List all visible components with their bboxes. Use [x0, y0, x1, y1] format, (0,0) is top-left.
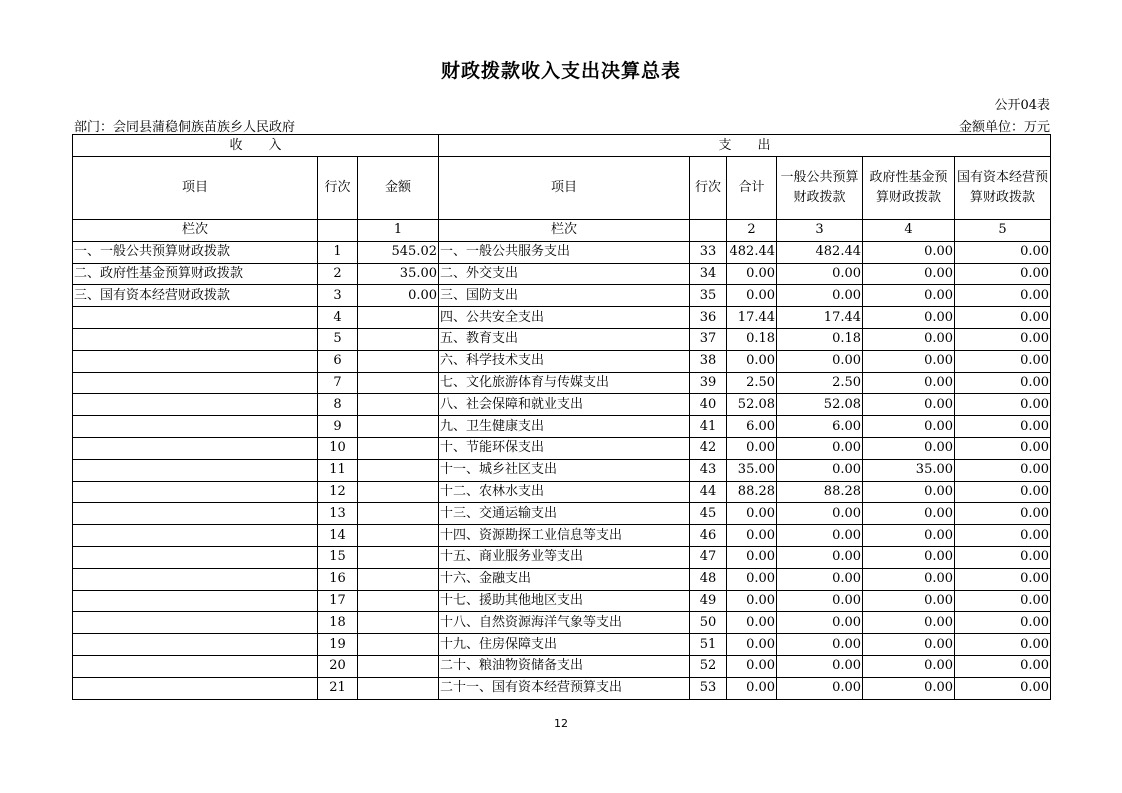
state-capital-cell: 0.00 — [955, 263, 1051, 285]
expense-row-number-cell: 44 — [690, 481, 727, 503]
expense-item-cell: 十二、农林水支出 — [439, 481, 690, 503]
expense-row-number-cell: 37 — [690, 328, 727, 350]
table-row — [73, 655, 1051, 677]
expense-item-cell: 二十、粮油物资储备支出 — [439, 655, 690, 677]
expense-row-number-cell: 43 — [690, 459, 727, 481]
expense-row-number-cell: 51 — [690, 634, 727, 656]
expense-section-header: 支 出 — [439, 135, 1051, 157]
income-amount-cell: 0.00 — [358, 285, 439, 307]
income-amount-cell — [358, 481, 439, 503]
gov-fund-cell: 0.00 — [863, 241, 955, 263]
expense-item-cell: 十一、城乡社区支出 — [439, 459, 690, 481]
column-index-cell: 5 — [955, 220, 1051, 242]
general-budget-cell: 0.00 — [777, 350, 863, 372]
income-row-number-cell: 2 — [318, 263, 358, 285]
income-amount-header: 金额 — [358, 157, 439, 220]
expense-row-header: 行次 — [690, 157, 727, 220]
expense-row-number-cell: 49 — [690, 590, 727, 612]
expense-total-cell: 0.00 — [727, 590, 777, 612]
income-row-number-cell: 7 — [318, 372, 358, 394]
expense-item-cell: 一、一般公共服务支出 — [439, 241, 690, 263]
income-item-cell: 三、国有资本经营财政拨款 — [73, 285, 318, 307]
general-budget-cell: 52.08 — [777, 394, 863, 416]
expense-total-cell: 0.00 — [727, 655, 777, 677]
general-budget-cell: 88.28 — [777, 481, 863, 503]
table-row — [73, 568, 1051, 590]
state-capital-cell: 0.00 — [955, 328, 1051, 350]
state-capital-cell: 0.00 — [955, 372, 1051, 394]
income-item-cell: 一、一般公共预算财政拨款 — [73, 241, 318, 263]
general-budget-cell: 0.00 — [777, 590, 863, 612]
income-row-number-cell: 13 — [318, 503, 358, 525]
form-number: 公开04表 — [994, 98, 1050, 113]
state-capital-cell: 0.00 — [955, 612, 1051, 634]
expense-total-cell: 17.44 — [727, 307, 777, 329]
gov-fund-cell: 0.00 — [863, 285, 955, 307]
table-row — [73, 285, 1051, 307]
income-amount-cell — [358, 503, 439, 525]
expense-item-cell: 十三、交通运输支出 — [439, 503, 690, 525]
expense-total-cell: 6.00 — [727, 416, 777, 438]
amount-unit-label: 金额单位：万元 — [958, 120, 1050, 135]
expense-total-cell: 482.44 — [727, 241, 777, 263]
income-row-number-cell: 21 — [318, 677, 358, 699]
expense-total-cell: 0.00 — [727, 437, 777, 459]
general-budget-cell: 6.00 — [777, 416, 863, 438]
income-amount-cell — [358, 677, 439, 699]
general-budget-cell: 0.00 — [777, 546, 863, 568]
income-row-number-cell: 12 — [318, 481, 358, 503]
income-item-cell — [73, 677, 318, 699]
income-amount-cell — [358, 525, 439, 547]
table-row — [73, 481, 1051, 503]
expense-total-cell: 0.00 — [727, 677, 777, 699]
expense-item-cell: 十四、资源勘探工业信息等支出 — [439, 525, 690, 547]
gov-fund-cell: 0.00 — [863, 394, 955, 416]
expense-row-number-cell: 39 — [690, 372, 727, 394]
column-index-cell: 2 — [727, 220, 777, 242]
expense-row-number-cell: 48 — [690, 568, 727, 590]
state-capital-cell: 0.00 — [955, 634, 1051, 656]
general-budget-cell: 0.00 — [777, 525, 863, 547]
expense-total-cell: 0.00 — [727, 546, 777, 568]
expense-item-header: 项目 — [439, 157, 690, 220]
table-row — [73, 307, 1051, 329]
income-amount-cell: 35.00 — [358, 263, 439, 285]
general-budget-cell: 0.00 — [777, 634, 863, 656]
expense-item-cell: 十七、援助其他地区支出 — [439, 590, 690, 612]
expense-total-cell: 0.00 — [727, 525, 777, 547]
expense-item-cell: 二、外交支出 — [439, 263, 690, 285]
income-amount-cell — [358, 612, 439, 634]
income-section-header: 收 入 — [73, 135, 439, 157]
expense-item-cell: 十八、自然资源海洋气象等支出 — [439, 612, 690, 634]
general-budget-cell: 0.00 — [777, 459, 863, 481]
income-item-cell — [73, 503, 318, 525]
expense-item-cell: 十九、住房保障支出 — [439, 634, 690, 656]
state-capital-cell: 0.00 — [955, 350, 1051, 372]
expense-item-cell: 十、节能环保支出 — [439, 437, 690, 459]
income-row-number-cell: 1 — [318, 241, 358, 263]
state-capital-cell: 0.00 — [955, 546, 1051, 568]
state-capital-cell: 0.00 — [955, 307, 1051, 329]
column-index-cell: 1 — [358, 220, 439, 242]
state-capital-cell: 0.00 — [955, 655, 1051, 677]
expense-item-cell: 二十一、国有资本经营预算支出 — [439, 677, 690, 699]
income-row-number-cell: 5 — [318, 328, 358, 350]
income-item-cell — [73, 525, 318, 547]
expense-row-number-cell: 35 — [690, 285, 727, 307]
expense-total-cell: 0.00 — [727, 263, 777, 285]
gov-fund-cell: 0.00 — [863, 437, 955, 459]
column-index-label: 栏次 — [73, 220, 318, 242]
income-item-cell — [73, 459, 318, 481]
expense-total-cell: 0.00 — [727, 568, 777, 590]
income-item-cell: 二、政府性基金预算财政拨款 — [73, 263, 318, 285]
income-amount-cell — [358, 416, 439, 438]
expense-row-number-cell: 40 — [690, 394, 727, 416]
expense-item-cell: 七、文化旅游体育与传媒支出 — [439, 372, 690, 394]
income-item-header: 项目 — [73, 157, 318, 220]
column-index-cell: 3 — [777, 220, 863, 242]
expense-row-number-cell: 46 — [690, 525, 727, 547]
income-row-number-cell: 16 — [318, 568, 358, 590]
expense-item-cell: 八、社会保障和就业支出 — [439, 394, 690, 416]
income-amount-cell — [358, 568, 439, 590]
income-row-header: 行次 — [318, 157, 358, 220]
expense-total-cell: 52.08 — [727, 394, 777, 416]
table-row — [73, 677, 1051, 699]
income-row-number-cell: 6 — [318, 350, 358, 372]
table-row — [73, 546, 1051, 568]
gov-fund-cell: 0.00 — [863, 612, 955, 634]
gov-fund-cell: 0.00 — [863, 307, 955, 329]
state-capital-cell: 0.00 — [955, 394, 1051, 416]
expense-total-header: 合计 — [727, 157, 777, 220]
gov-fund-cell: 0.00 — [863, 503, 955, 525]
gov-fund-cell: 0.00 — [863, 677, 955, 699]
general-budget-cell: 0.00 — [777, 612, 863, 634]
income-row-number-cell: 18 — [318, 612, 358, 634]
expense-row-number-cell: 53 — [690, 677, 727, 699]
general-budget-cell: 0.00 — [777, 568, 863, 590]
general-budget-cell: 0.00 — [777, 503, 863, 525]
table-row — [73, 590, 1051, 612]
column-index-cell: 4 — [863, 220, 955, 242]
income-amount-cell — [358, 634, 439, 656]
gov-fund-cell: 0.00 — [863, 655, 955, 677]
gov-fund-cell: 0.00 — [863, 546, 955, 568]
general-budget-cell: 0.00 — [777, 437, 863, 459]
state-capital-cell: 0.00 — [955, 459, 1051, 481]
table-row — [73, 263, 1051, 285]
gov-fund-header: 政府性基金预算财政拨款 — [863, 157, 955, 220]
general-budget-cell: 0.00 — [777, 263, 863, 285]
gov-fund-cell: 0.00 — [863, 568, 955, 590]
table-row — [73, 350, 1051, 372]
income-row-number-cell: 19 — [318, 634, 358, 656]
expense-item-cell: 四、公共安全支出 — [439, 307, 690, 329]
expense-item-cell: 九、卫生健康支出 — [439, 416, 690, 438]
budget-summary-table — [72, 134, 1051, 700]
expense-row-number-cell: 36 — [690, 307, 727, 329]
gov-fund-cell: 0.00 — [863, 525, 955, 547]
expense-row-number-cell: 47 — [690, 546, 727, 568]
table-row — [73, 372, 1051, 394]
expense-item-cell: 十五、商业服务业等支出 — [439, 546, 690, 568]
income-row-number-cell: 4 — [318, 307, 358, 329]
table-row — [73, 394, 1051, 416]
expense-row-number-cell: 42 — [690, 437, 727, 459]
income-amount-cell — [358, 590, 439, 612]
income-amount-cell: 545.02 — [358, 241, 439, 263]
expense-total-cell: 2.50 — [727, 372, 777, 394]
general-budget-cell: 0.18 — [777, 328, 863, 350]
general-budget-cell: 17.44 — [777, 307, 863, 329]
expense-total-cell: 0.00 — [727, 634, 777, 656]
table-row — [73, 328, 1051, 350]
column-index-cell — [318, 220, 358, 242]
income-item-cell — [73, 568, 318, 590]
table-row — [73, 459, 1051, 481]
table-row — [73, 503, 1051, 525]
income-row-number-cell: 17 — [318, 590, 358, 612]
income-item-cell — [73, 307, 318, 329]
income-item-cell — [73, 328, 318, 350]
expense-item-cell: 三、国防支出 — [439, 285, 690, 307]
income-amount-cell — [358, 328, 439, 350]
state-capital-cell: 0.00 — [955, 481, 1051, 503]
general-budget-cell: 482.44 — [777, 241, 863, 263]
income-amount-cell — [358, 459, 439, 481]
expense-total-cell: 0.18 — [727, 328, 777, 350]
state-capital-cell: 0.00 — [955, 416, 1051, 438]
state-capital-cell: 0.00 — [955, 285, 1051, 307]
general-budget-cell: 0.00 — [777, 677, 863, 699]
table-row — [73, 241, 1051, 263]
gov-fund-cell: 0.00 — [863, 372, 955, 394]
general-budget-cell: 2.50 — [777, 372, 863, 394]
income-amount-cell — [358, 546, 439, 568]
expense-total-cell: 0.00 — [727, 503, 777, 525]
expense-item-cell: 六、科学技术支出 — [439, 350, 690, 372]
expense-row-number-cell: 52 — [690, 655, 727, 677]
income-amount-cell — [358, 372, 439, 394]
expense-row-number-cell: 38 — [690, 350, 727, 372]
table-row — [73, 634, 1051, 656]
report-title: 财政拨款收入支出决算总表 — [440, 60, 681, 82]
expense-row-number-cell: 33 — [690, 241, 727, 263]
expense-item-cell: 十六、金融支出 — [439, 568, 690, 590]
state-capital-cell: 0.00 — [955, 568, 1051, 590]
page-number: 12 — [554, 717, 568, 730]
state-capital-cell: 0.00 — [955, 437, 1051, 459]
gov-fund-cell: 0.00 — [863, 263, 955, 285]
gov-fund-cell: 35.00 — [863, 459, 955, 481]
table-row — [73, 612, 1051, 634]
table-row — [73, 437, 1051, 459]
department-label: 部门：会同县蒲稳侗族苗族乡人民政府 — [74, 120, 296, 135]
general-budget-header: 一般公共预算财政拨款 — [777, 157, 863, 220]
expense-total-cell: 0.00 — [727, 350, 777, 372]
income-item-cell — [73, 394, 318, 416]
gov-fund-cell: 0.00 — [863, 634, 955, 656]
income-row-number-cell: 3 — [318, 285, 358, 307]
state-capital-cell: 0.00 — [955, 525, 1051, 547]
income-item-cell — [73, 416, 318, 438]
income-row-number-cell: 10 — [318, 437, 358, 459]
expense-total-cell: 88.28 — [727, 481, 777, 503]
income-row-number-cell: 14 — [318, 525, 358, 547]
expense-row-number-cell: 45 — [690, 503, 727, 525]
state-capital-cell: 0.00 — [955, 590, 1051, 612]
expense-row-number-cell: 50 — [690, 612, 727, 634]
income-item-cell — [73, 372, 318, 394]
income-row-number-cell: 11 — [318, 459, 358, 481]
gov-fund-cell: 0.00 — [863, 350, 955, 372]
column-index-label: 栏次 — [439, 220, 690, 242]
income-item-cell — [73, 655, 318, 677]
income-item-cell — [73, 481, 318, 503]
income-item-cell — [73, 437, 318, 459]
gov-fund-cell: 0.00 — [863, 328, 955, 350]
income-amount-cell — [358, 394, 439, 416]
income-amount-cell — [358, 350, 439, 372]
gov-fund-cell: 0.00 — [863, 590, 955, 612]
income-item-cell — [73, 612, 318, 634]
income-row-number-cell: 15 — [318, 546, 358, 568]
income-row-number-cell: 8 — [318, 394, 358, 416]
gov-fund-cell: 0.00 — [863, 416, 955, 438]
general-budget-cell: 0.00 — [777, 285, 863, 307]
state-capital-header: 国有资本经营预算财政拨款 — [955, 157, 1051, 220]
expense-total-cell: 0.00 — [727, 612, 777, 634]
expense-total-cell: 35.00 — [727, 459, 777, 481]
table-row — [73, 525, 1051, 547]
state-capital-cell: 0.00 — [955, 503, 1051, 525]
table-row — [73, 416, 1051, 438]
expense-total-cell: 0.00 — [727, 285, 777, 307]
income-item-cell — [73, 634, 318, 656]
income-item-cell — [73, 590, 318, 612]
expense-row-number-cell: 41 — [690, 416, 727, 438]
income-row-number-cell: 9 — [318, 416, 358, 438]
state-capital-cell: 0.00 — [955, 241, 1051, 263]
expense-row-number-cell: 34 — [690, 263, 727, 285]
column-index-cell — [690, 220, 727, 242]
income-item-cell — [73, 546, 318, 568]
general-budget-cell: 0.00 — [777, 655, 863, 677]
income-amount-cell — [358, 437, 439, 459]
expense-item-cell: 五、教育支出 — [439, 328, 690, 350]
income-item-cell — [73, 350, 318, 372]
gov-fund-cell: 0.00 — [863, 481, 955, 503]
income-amount-cell — [358, 655, 439, 677]
state-capital-cell: 0.00 — [955, 677, 1051, 699]
income-row-number-cell: 20 — [318, 655, 358, 677]
income-amount-cell — [358, 307, 439, 329]
